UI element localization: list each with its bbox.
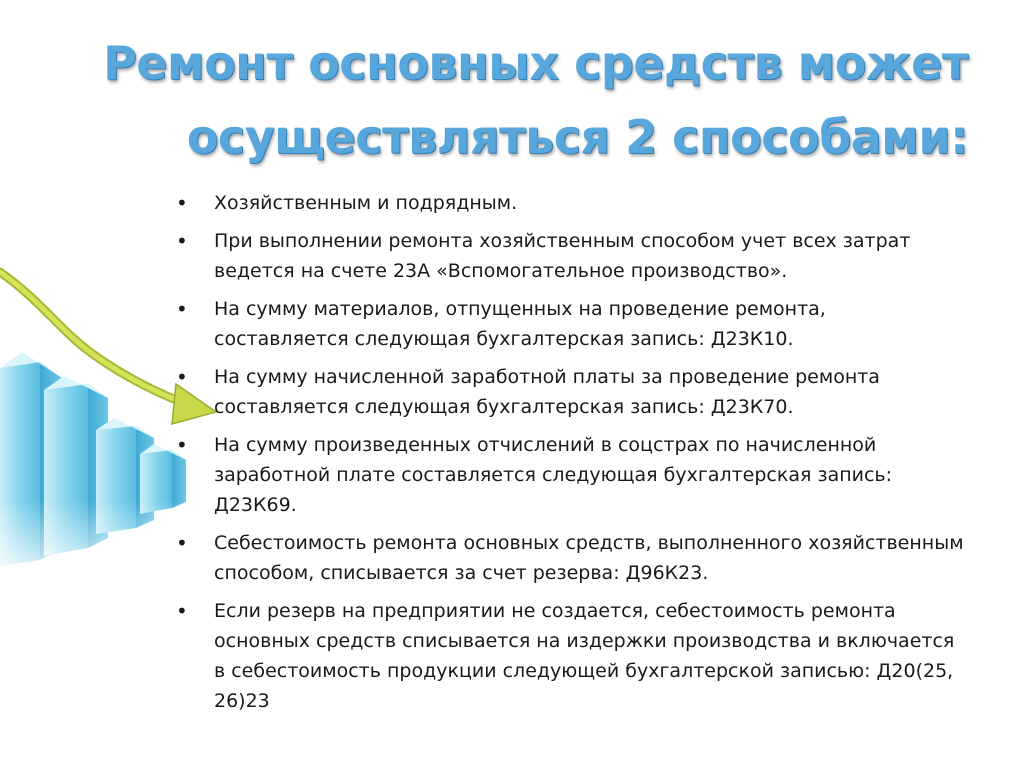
slide-title-line-2: осуществляться 2 способами: bbox=[186, 110, 968, 164]
bullet-item: • Если резерв на предприятии не создается, себестоимость ремонта основных средств списывается на издержки производства и включается в себестоимость продукции следующей бухгалтерской записью: Д20(25, 26)23 bbox=[176, 596, 966, 716]
bullet-item: • Себестоимость ремонта основных средств, выполненного хозяйственным способом, списывается за счет резерва: Д96К23. bbox=[176, 528, 966, 588]
bullet-list bbox=[176, 188, 966, 724]
bullet-item: • Хозяйственным и подрядным. bbox=[176, 188, 966, 218]
slide-title-line-1: Ремонт основных средств может bbox=[103, 36, 968, 90]
bullet-item: • На сумму произведенных отчислений в соцстрах по начисленной заработной плате составляется следующая бухгалтерская запись: Д23К69. bbox=[176, 430, 966, 520]
bullet-item: • На сумму начисленной заработной платы за проведение ремонта составляется следующая бухгалтерская запись: Д23К70. bbox=[176, 362, 966, 422]
bullet-item: • При выполнении ремонта хозяйственным способом учет всех затрат ведется на счете 23А «Вспомогательное производство». bbox=[176, 226, 966, 286]
bullet-item: • На сумму материалов, отпущенных на проведение ремонта, составляется следующая бухгалтерская запись: Д23К10. bbox=[176, 294, 966, 354]
